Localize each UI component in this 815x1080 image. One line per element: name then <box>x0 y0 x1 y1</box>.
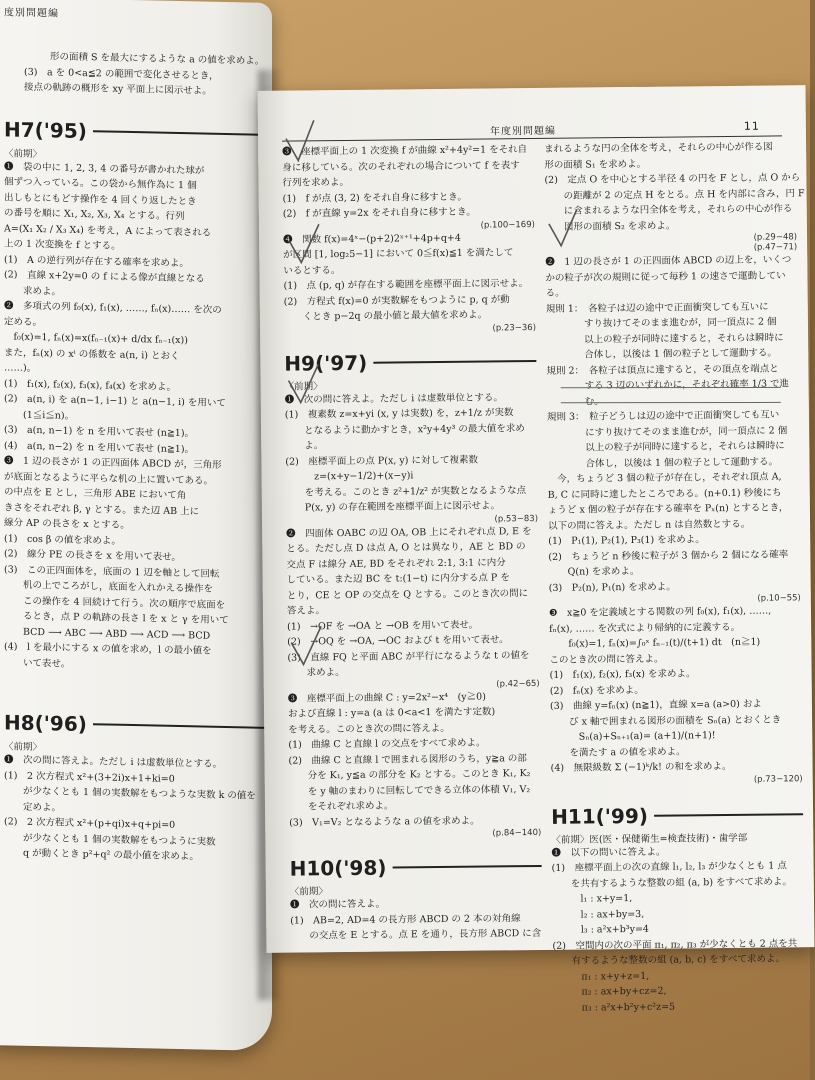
text-line: ❶ 次の問に答えよ。ただし i は虚数単位とする。 <box>4 754 223 770</box>
text-line: に含まれるような円全体を考え，それらの中心が作る <box>544 203 793 217</box>
text-line: ❸ 座標平面上の 1 次変換 f が曲線 x²+4y²=1 をそれ自 <box>282 144 528 158</box>
pencil-check-marks <box>258 85 815 953</box>
text-line: (1) AB=2, AD=4 の長方形 ABCD の 2 本の対角線 <box>290 912 521 927</box>
text-line: すり抜けてそのまま進むが，同一頂点に 2 個 <box>545 316 777 330</box>
text-line: ❶ 袋の中に 1, 2, 3, 4 の番号が書かれた球が <box>4 160 205 177</box>
year-title-h7 <box>4 117 266 146</box>
text-line: を考える。このとき次の問に答えよ。 <box>288 722 450 736</box>
text-line: とる。ただし点 D は点 A, O とは異なり，AE と BD の <box>286 541 526 555</box>
right-page-header: 年度別問題編 <box>489 125 556 138</box>
text-line: (3) この正四面体を，底面の 1 辺を軸として回転 <box>4 563 220 580</box>
text-line: (3) a を 0<a≦2 の範囲で変化させるとき， <box>24 66 219 82</box>
section-label: 〈前期〉 <box>284 380 323 393</box>
margin-char <box>0 407 1 420</box>
page-reference: (p.10−55) <box>757 593 801 604</box>
text-line: きさをそれぞれ β, γ とする。また辺 AB 上に <box>4 501 200 517</box>
page-number: 11 <box>743 119 760 133</box>
text-line: P(x, y) の存在範囲を座標平面上に図示せよ。 <box>285 500 501 514</box>
text-line: (1) f が点 (3, 2) をそれ自身に移すとき。 <box>282 191 467 205</box>
text-line: (1) 複素数 z=x+yi (x, y は実数) を，z+1/z が実数 <box>284 407 514 421</box>
text-line: (3) 直線 FQ と平面 ABC が平行になるような t の値を <box>287 649 530 664</box>
text-line: (1) f₁(x), f₂(x), f₃(x), f₄(x) を求めよ。 <box>4 377 176 393</box>
year-title-text: H11('99) <box>550 803 649 829</box>
text-line: 合体し，以後は 1 個の粒子として運動する。 <box>547 455 779 470</box>
year-title-text: H9('97) <box>284 350 368 376</box>
text-line: 行列を求めよ。 <box>282 176 350 189</box>
text-line: (4) l を最小にする x の値を求め，l の最小値を <box>4 641 212 657</box>
page-reference: (p.100−169) <box>480 219 535 231</box>
text-line: 以上の粒子が同時に達すると，それらは瞬時に <box>547 440 785 454</box>
margin-char <box>0 607 1 620</box>
text-line: 分を K₁, y≦a の部分を K₂ とする。このとき K₁, K₂ <box>288 768 531 782</box>
text-line: (4) a(n, n−2) を n を用いて表せ (n≧1)。 <box>4 439 195 455</box>
text-line: (2) ちょうど n 秒後に粒子が 3 個から 2 個になる確率 <box>548 548 789 563</box>
year-title-text: H8('96) <box>4 710 87 737</box>
text-line: l₃ : a²x+b³y=4 <box>552 923 650 936</box>
text-line: 求めよ。 <box>287 667 345 679</box>
text-line: また，fₙ(x) の xⁱ の係数を a(n, i) とおく <box>4 346 180 362</box>
text-line: にすり抜けてそのまま進むが，同一頂点に 2 個 <box>547 424 788 439</box>
text-line: (2) 空間内の次の平面 π₁, π₂, π₃ が少なくとも 2 点を共 <box>552 937 798 952</box>
margin-char <box>0 857 1 870</box>
text-line: の番号を順に X₁, X₂, X₃, X₄ とする。行列 <box>4 207 185 223</box>
section-label: 〈前期〉 <box>4 741 43 754</box>
text-line: が少なくとも 1 個の実数解をもつように実数 <box>4 831 216 848</box>
pencil-check-icon <box>549 210 577 246</box>
text-line: るとき，点 P の軌跡の長さ l を x と γ を用いて <box>4 610 229 627</box>
text-line: l₁ : x+y=1, <box>551 893 633 905</box>
text-line: が区間 [1, log₂5−1] において 0≦f(x)≦1 を満たして <box>283 247 514 261</box>
text-line: (2) 座標平面上の点 P(x, y) に対して複素数 <box>285 454 479 468</box>
text-line: び x 軸で囲まれる図形の面積を Sₙ(a) とおくとき <box>550 713 782 728</box>
text-line: ❹ 関数 f(x)=4ˣ−(p+2)2ˣ⁺¹+4p+q+4 <box>283 232 461 246</box>
text-line: 合体し，以後は 1 個の粒子として運動する。 <box>546 347 777 361</box>
section-label: 〈前期〉 <box>4 147 43 160</box>
text-line: (1) →OF を →OA と →OB を用いて表せ。 <box>287 619 479 633</box>
text-line: f₀(x)=1, fₙ(x)=x(fₙ₋₁(x)+ d/dx fₙ₋₁(x)) <box>4 331 188 347</box>
text-line: π₃ : a²x+b²y+c²z=5 <box>553 1001 676 1014</box>
text-line: 規則 1： 各粒子は辺の途中で正面衝突しても互いに <box>545 301 769 315</box>
year-title-text: H7('95) <box>4 116 87 143</box>
text-line: f₀(x)=1, fₙ(x)=∫₀ˣ fₙ₋₁(t)/(t+1) dt (n≧1) <box>549 636 761 650</box>
text-line: (1) f₁(x), f₂(x), f₃(x) を求めよ。 <box>549 668 696 681</box>
text-line: A=(X₁ X₂ / X₃ X₄) を考え，A によって表される <box>4 222 212 239</box>
text-line: る。 <box>545 287 565 299</box>
text-line: を y 軸のまわりに回転してできる立体の体積 V₁, V₂ <box>288 783 531 798</box>
text-line: ❶ 次の問に答えよ。 <box>289 898 386 911</box>
text-line: ❶ 以下の問いに答えよ。 <box>551 846 666 859</box>
page-reference: (p.53−83) <box>494 513 539 524</box>
text-line: 有するような整数の組 (a, b, c) をすべて求めよ。 <box>552 953 786 967</box>
text-line: (4) 無限級数 Σ (−1)ᵏ/k! の和を求めよ。 <box>550 760 732 774</box>
margin-char <box>0 557 1 570</box>
h8-problems <box>4 752 266 866</box>
text-line: 求めよ。 <box>4 284 62 298</box>
text-line: 定める。 <box>4 315 43 328</box>
text-line: となるように動かすとき，x²y+4y³ の最大値を求め <box>285 422 525 437</box>
text-line: (1) 2 次方程式 x²+(3+2i)x+1+ki=0 <box>4 769 175 785</box>
page-reference: (p.23−36) <box>492 322 537 333</box>
text-line: (2) f が直線 y=2x をそれ自身に移すとき。 <box>282 206 476 220</box>
text-line: ❸ x≧0 を定義域とする関数の列 f₀(x), f₁(x), ……, <box>548 605 772 619</box>
text-line: ❷ 四面体 OABC の辺 OA, OB 上にそれぞれ点 D, E を <box>286 525 532 540</box>
text-line: π₂ : ax+by+cz=2, <box>552 985 667 998</box>
text-line: (3) 曲線 y=fₙ(x) (n≧1)，直線 x=a (a>0) およ <box>549 698 762 712</box>
pencil-check-icon <box>286 120 314 160</box>
text-line: 出しもとにもどす操作を 4 回くり返したとき <box>4 191 197 207</box>
text-line: 答えよ。 <box>286 605 326 617</box>
text-line: かの粒子が次の規則に従って毎秒 1 の速さで運動してい <box>545 269 786 284</box>
text-line: (2) 2 次方程式 x²+(p+qi)x+q+pi=0 <box>4 816 176 831</box>
pencil-check-icon <box>291 626 321 664</box>
page-reference: (p.29−48) <box>753 232 798 243</box>
text-line: (2) 直線 x+2y=0 の f による像が直線となる <box>4 269 205 285</box>
section-label: 〈前期〉医(医・保健衛生=検査技術)・歯学部 <box>551 832 748 846</box>
page-reference: (p.47−71) <box>753 242 798 253</box>
text-line: ❸ 1 辺の長さが 1 の正四面体 ABCD が，三角形 <box>4 455 222 471</box>
text-line: 以下の問に答えよ。ただし n は自然数とする。 <box>548 518 751 532</box>
text-line: ❶ 次の問に答えよ。ただし i は虚数単位とする。 <box>284 391 503 406</box>
pencil-underline <box>561 400 781 404</box>
text-line: fₙ(x), …… を次式により帰納的に定義する。 <box>549 621 741 635</box>
text-line: この操作を 4 回続けて行う。次の順序で底面を <box>4 594 226 611</box>
text-line: 規則 3： 粒子どうしは辺の途中で正面衝突しても互い <box>546 409 780 423</box>
text-line: BCD ⟶ ABC ⟶ ABD ⟶ ACD ⟶ BCD <box>4 625 211 642</box>
text-line: Sₙ(a)+Sₙ₊₁(a)= (a+1)/(n+1)! <box>550 730 716 743</box>
pencil-underline <box>561 385 781 389</box>
text-line: (2) 方程式 f(x)=0 が実数解をもつように p, q が動 <box>283 293 510 308</box>
text-line: の中点を E とし，三角形 ABE において角 <box>4 486 187 502</box>
text-line: q が動くとき p²+q² の最小値を求めよ。 <box>4 847 199 863</box>
page-reference: (p.84−140) <box>492 827 542 839</box>
text-line: (3) P₂(n), P₁(n) を求めよ。 <box>548 581 676 594</box>
year-title-h8 <box>4 710 266 739</box>
page-reference: (p.73−120) <box>753 773 803 785</box>
text-line: (1) 点 (p, q) が存在する範囲を座標平面上に図示せよ。 <box>283 278 529 292</box>
text-line: 定めよ。 <box>4 800 62 814</box>
text-line: が底面となるように平らな机の上に置いてある。 <box>4 470 214 487</box>
text-line: このとき次の問に答えよ。 <box>549 653 664 666</box>
text-line: 今，ちょうど 3 個の粒子が存在し，それぞれ頂点 A, <box>547 471 782 485</box>
text-line: (1) P₁(1), P₂(1), P₃(1) を求めよ。 <box>548 534 705 547</box>
text-line: 図形の面積 S₂ を求めよ。 <box>544 220 676 233</box>
text-line: いるとする。 <box>283 264 341 277</box>
text-line: する 3 辺のいずれかに，それぞれ確率 1/3 で進 <box>546 378 790 392</box>
pencil-check-icon <box>289 224 319 262</box>
text-line: (2) a(n, i) を a(n−1, i−1) と a(n−1, i) を用いて <box>4 393 226 409</box>
text-line: (3) a(n, n−1) を n を用いて表せ (n≧1)。 <box>4 424 195 440</box>
text-line: B, C に同時に達したところである。(n+0.1) 秒後にち <box>547 486 782 501</box>
text-line: (2) 定点 O を中心とする半径 4 の円を F とし，点 O から <box>544 172 801 186</box>
text-line: まれるような円の全体を考え，それらの中心が作る図 <box>544 141 773 155</box>
title-rule <box>93 130 266 136</box>
text-line: を満たす a の値を求めよ。 <box>550 745 686 759</box>
text-line: ……)。 <box>4 362 37 375</box>
text-line: している。また辺 BC を t:(1−t) に内分する点 P を <box>286 572 510 586</box>
text-line: 形の面積 S を最大にするような a の値を求めよ。 <box>50 51 265 67</box>
text-line: 接点の軌跡の概形を xy 平面上に図示せよ。 <box>24 81 212 97</box>
title-rule <box>93 723 266 729</box>
left-page-content <box>4 3 266 866</box>
text-line: (3) V₁=V₂ となるような a の値を求めよ。 <box>289 815 480 829</box>
text-line: 上の 1 次変換を f とする。 <box>4 238 121 252</box>
text-line: ❸ 座標平面上の曲線 C : y=2x²−x⁴ (y≧0) <box>287 691 486 705</box>
text-line: l₂ : ax+by=3, <box>552 908 645 921</box>
text-line: くとき p−2q の最小値と最大値を求めよ。 <box>283 309 488 323</box>
text-line: z=(x+y−1/2)+(x−y)i <box>285 470 414 483</box>
text-line: 規則 2： 各粒子は頂点に達すると，その頂点を端点と <box>546 362 779 377</box>
text-line: む。 <box>546 395 604 408</box>
page-reference: (p.42−65) <box>496 678 540 689</box>
text-line: 交点 F は線分 AE, BD をそれぞれ 2:1, 3:1 に内分 <box>286 556 506 571</box>
text-line: 以上の粒子が同時に達すると，それらは瞬時に <box>546 331 784 346</box>
text-line: (1) 曲線 C と直線 l の交点をすべて求めよ。 <box>288 737 486 751</box>
text-line: 線分 AP の長さを x とする。 <box>4 517 130 531</box>
pencil-check-icon <box>288 364 318 402</box>
text-line: よ。 <box>285 440 324 452</box>
text-line: を考える。このとき z²+1/z² が実数となるような点 <box>285 484 527 499</box>
year-title-text: H10('98) <box>289 855 387 881</box>
text-line: 身に移している。次のそれぞれの場合について f を表す <box>282 159 520 174</box>
text-line: の交点を E とする。点 E を通り，長方形 ABCD に含 <box>290 927 542 942</box>
left-intro <box>4 48 266 100</box>
text-line: 机の上でころがし，底面を入れかえる操作を <box>4 579 214 595</box>
text-line: (1≦i≦n)。 <box>4 408 75 422</box>
text-line: をそれぞれ求めよ。 <box>288 800 394 813</box>
section-label: 〈前期〉 <box>289 886 328 898</box>
text-line: (2) 曲線 C と直線 l で囲まれる図形のうち，y≧a の部 <box>288 752 527 767</box>
text-line: Q(n) を求めよ。 <box>548 565 640 578</box>
text-line: (1) cos β の値を求めよ。 <box>4 532 121 547</box>
text-line: (1) 座標平面上の次の直線 l₁, l₂, l₃ が少なくとも 1 点 <box>551 860 787 874</box>
text-line: (2) fₙ(x) を求めよ。 <box>549 684 644 697</box>
text-line: の距離が 2 の定点 H をとる。点 H を内部に含み，円 F <box>544 187 805 202</box>
h7-problems <box>4 159 266 676</box>
text-line: (2) →OQ を →OA, →OC および t を用いて表せ。 <box>287 634 509 648</box>
text-line: および直線 l : y=a (a は 0<a<1 を満たす定数) <box>287 706 496 720</box>
text-line: ょうど x 個の粒子が存在する確率を Pₓ(n) とするとき， <box>547 502 789 516</box>
text-line: が少なくとも 1 個の実数解をもつような実数 k の値を <box>4 785 256 802</box>
text-line: 形の面積 S₁ を求めよ。 <box>544 158 647 171</box>
left-page <box>0 0 272 1051</box>
text-line: 個ずつ入っている。この袋から無作為に 1 個 <box>4 176 197 192</box>
text-line: を共有するような整数の組 (a, b) をすべて求めよ。 <box>551 875 792 890</box>
left-page-header: 度別問題編 <box>4 7 59 20</box>
text-line: いて表せ。 <box>4 656 71 670</box>
text-line: ❷ 1 辺の長さが 1 の正四面体 ABCD の辺上を，いくつ <box>545 254 792 268</box>
text-line: (1) A の逆行列が存在する確率を求めよ。 <box>4 253 189 269</box>
text-line: ❷ 多項式の列 f₀(x), f₁(x), ……, fₙ(x)…… を次の <box>4 300 222 316</box>
text-line: とり，CE と OP の交点を Q とする。このとき次の問に <box>286 587 529 602</box>
right-page <box>258 85 815 1014</box>
text-line: (2) 線分 PE の長さを x を用いて表せ。 <box>4 548 181 564</box>
text-line: π₁ : x+y+z=1, <box>552 970 650 983</box>
